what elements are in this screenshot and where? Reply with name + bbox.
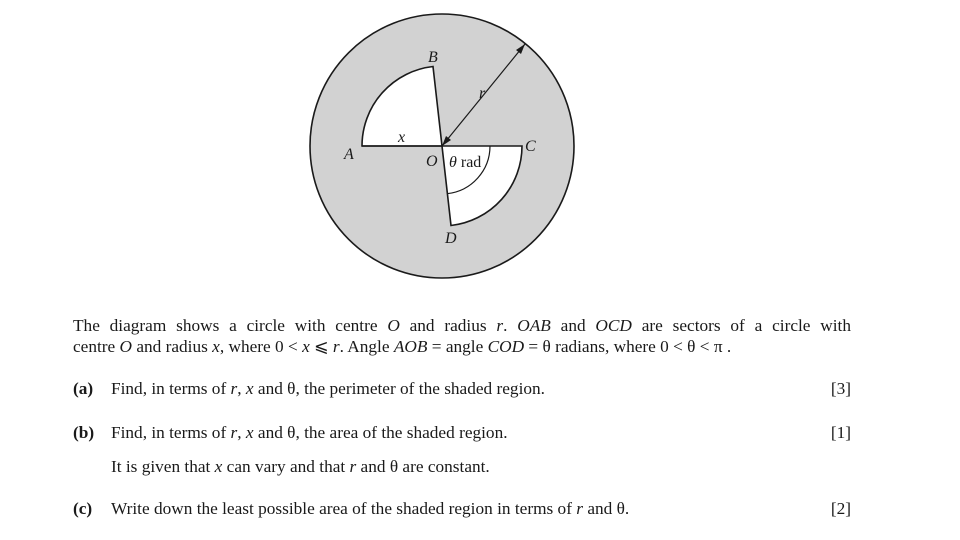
stem-text: are sectors of a circle with [631, 316, 851, 335]
question-note [111, 456, 490, 478]
part-var: r [230, 423, 238, 442]
part-letter: (a) [73, 379, 94, 398]
stem-text: . [503, 316, 518, 335]
part-text-run: , [237, 423, 246, 442]
stem-var: AOB [393, 337, 428, 356]
stem-var: r [332, 337, 340, 356]
stem-text: and [550, 316, 596, 335]
label-theta-rad [449, 154, 481, 171]
stem-var: r [496, 316, 504, 335]
marks-label: [2] [830, 499, 851, 518]
stem-line-2 [73, 336, 851, 357]
label-r: r [479, 85, 486, 102]
label-c: C [525, 138, 536, 155]
stem-var: x [302, 337, 310, 356]
part-text-run: Write down the least possible area of the shaded region in terms of [111, 499, 577, 518]
question-part-b [73, 422, 851, 444]
marks-label: [1] [830, 423, 851, 442]
question-stem [73, 315, 851, 357]
stem-text: = θ radians, where 0 < θ < π . [524, 337, 732, 356]
label-rad: rad [460, 154, 482, 171]
question-part-a [73, 378, 851, 400]
label-a: A [344, 146, 354, 163]
part-var: r [230, 379, 238, 398]
part-text [111, 422, 508, 444]
note-var: r [349, 457, 357, 476]
label-theta: θ [449, 154, 457, 171]
part-text [111, 498, 629, 520]
stem-text: = angle [427, 337, 488, 356]
note-var: x [214, 457, 223, 476]
stem-var: O [119, 337, 133, 356]
part-letter: (c) [73, 499, 93, 518]
part-text-run: and θ, the perimeter of the shaded region. [253, 379, 545, 398]
part-text-run: Find, in terms of [111, 423, 231, 442]
stem-var: OAB [517, 316, 551, 335]
label-x: x [398, 129, 406, 146]
label-b: B [428, 49, 438, 66]
note-text-run: It is given that [111, 457, 215, 476]
note-text-run: can vary and that [222, 457, 350, 476]
stem-text: and radius [399, 316, 497, 335]
label-o: O [426, 153, 438, 170]
stem-text: . Angle [339, 337, 394, 356]
stem-text: The diagram shows a circle with centre [73, 316, 388, 335]
stem-text: , where 0 < [219, 337, 303, 356]
part-letter: (b) [73, 423, 95, 442]
marks-label: [3] [830, 379, 851, 398]
part-text-run: Find, in terms of [111, 379, 231, 398]
stem-var: OCD [595, 316, 632, 335]
part-var: r [576, 499, 584, 518]
stem-text: and radius [132, 337, 213, 356]
part-var: x [245, 423, 254, 442]
label-d: D [445, 230, 457, 247]
part-var: x [245, 379, 254, 398]
stem-line-1 [73, 315, 851, 336]
stem-var: O [387, 316, 400, 335]
part-text-run: and θ, the area of the shaded region. [253, 423, 508, 442]
part-text [111, 378, 545, 400]
stem-text: centre [73, 337, 120, 356]
part-text-run: , [237, 379, 246, 398]
part-text-run: and θ. [583, 499, 630, 518]
stem-var: x [212, 337, 220, 356]
note-text-run: and θ are constant. [356, 457, 490, 476]
question-part-c [73, 498, 851, 520]
stem-var: COD [487, 337, 525, 356]
stem-text: ⩽ [309, 337, 333, 356]
